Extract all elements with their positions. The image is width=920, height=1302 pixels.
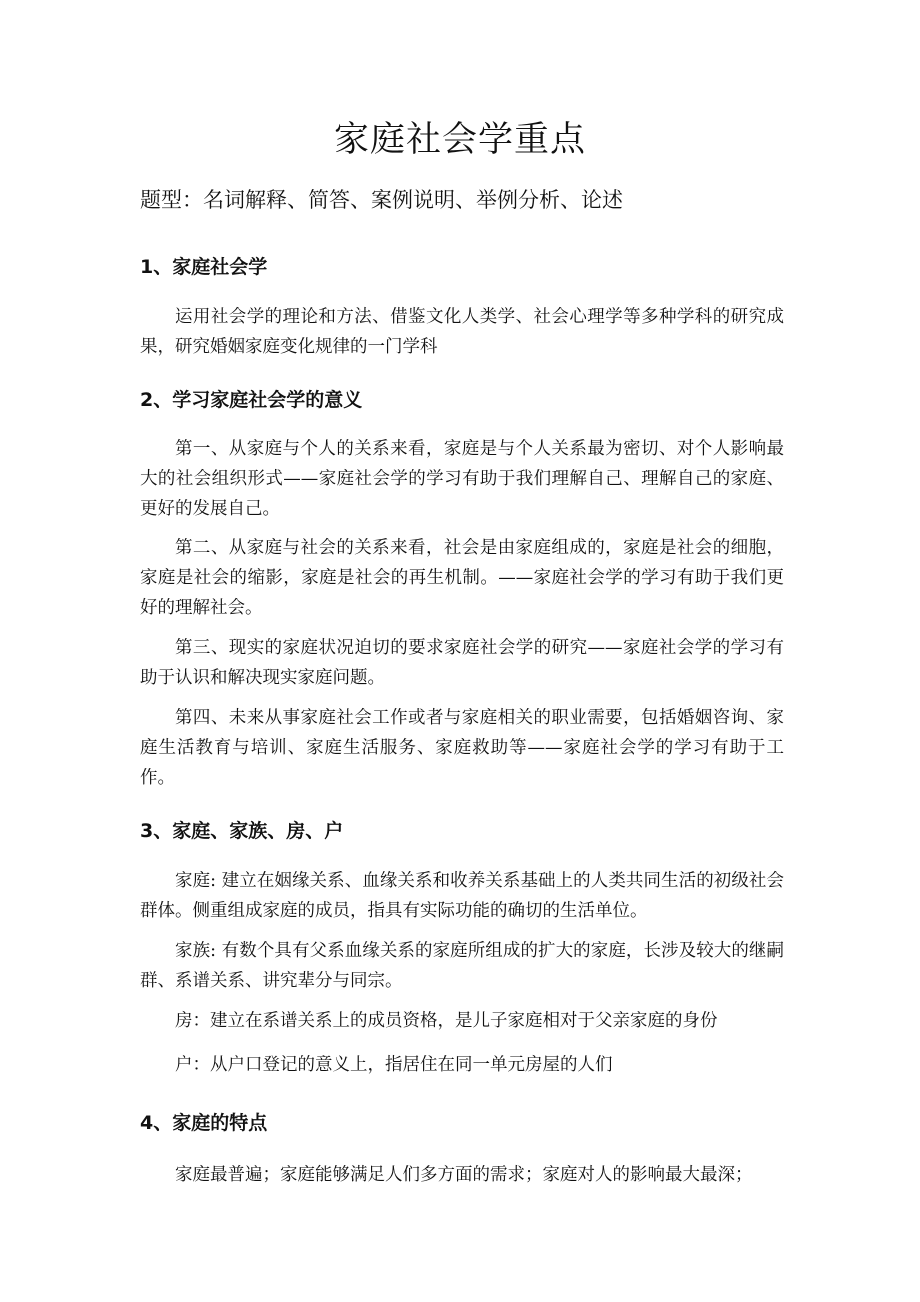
section-heading-2: 2、学习家庭社会学的意义	[140, 389, 363, 411]
section-3-paragraph-2: 家族: 有数个具有父系血缘关系的家庭所组成的扩大的家庭，长涉及较大的继嗣群、系谱关系、讲究辈分与同宗。	[140, 941, 784, 991]
section-1-paragraph-1: 运用社会学的理论和方法、借鉴文化人类学、社会心理学等多种学科的研究成果，研究婚姻家庭变化规律的一门学科	[140, 307, 784, 357]
section-2-paragraph-1: 第一、从家庭与个人的关系来看，家庭是与个人关系最为密切、对个人影响最大的社会组织形式——家庭社会学的学习有助于我们理解自己、理解自己的家庭、更好的发展自己。	[140, 439, 784, 519]
section-heading-4: 4、家庭的特点	[140, 1112, 268, 1134]
section-3-paragraph-3: 房：建立在系谱关系上的成员资格，是儿子家庭相对于父亲家庭的身份	[175, 1011, 718, 1031]
section-heading-1: 1、家庭社会学	[140, 256, 268, 278]
section-2-paragraph-3: 第三、现实的家庭状况迫切的要求家庭社会学的研究——家庭社会学的学习有助于认识和解决现实家庭问题。	[140, 638, 784, 688]
question-types: 题型：名词解释、简答、案例说明、举例分析、论述	[140, 188, 623, 212]
section-heading-3: 3、家庭、家族、房、户	[140, 820, 344, 842]
section-2-paragraph-2: 第二、从家庭与社会的关系来看，社会是由家庭组成的，家庭是社会的细胞，家庭是社会的缩影，家庭是社会的再生机制。——家庭社会学的学习有助于我们更好的理解社会。	[140, 538, 784, 618]
document-title: 家庭社会学重点	[333, 120, 586, 160]
section-2-paragraph-4: 第四、未来从事家庭社会工作或者与家庭相关的职业需要，包括婚姻咨询、家庭生活教育与培训、家庭生活服务、家庭救助等——家庭社会学的学习有助于工作。	[140, 708, 784, 788]
section-3-paragraph-4: 户：从户口登记的意义上，指居住在同一单元房屋的人们	[175, 1055, 613, 1075]
section-3-paragraph-1: 家庭: 建立在姻缘关系、血缘关系和收养关系基础上的人类共同生活的初级社会群体。侧重组成家庭的成员，指具有实际功能的确切的生活单位。	[140, 871, 784, 921]
section-4-paragraph-1: 家庭最普遍；家庭能够满足人们多方面的需求；家庭对人的影响最大最深；	[175, 1165, 753, 1185]
